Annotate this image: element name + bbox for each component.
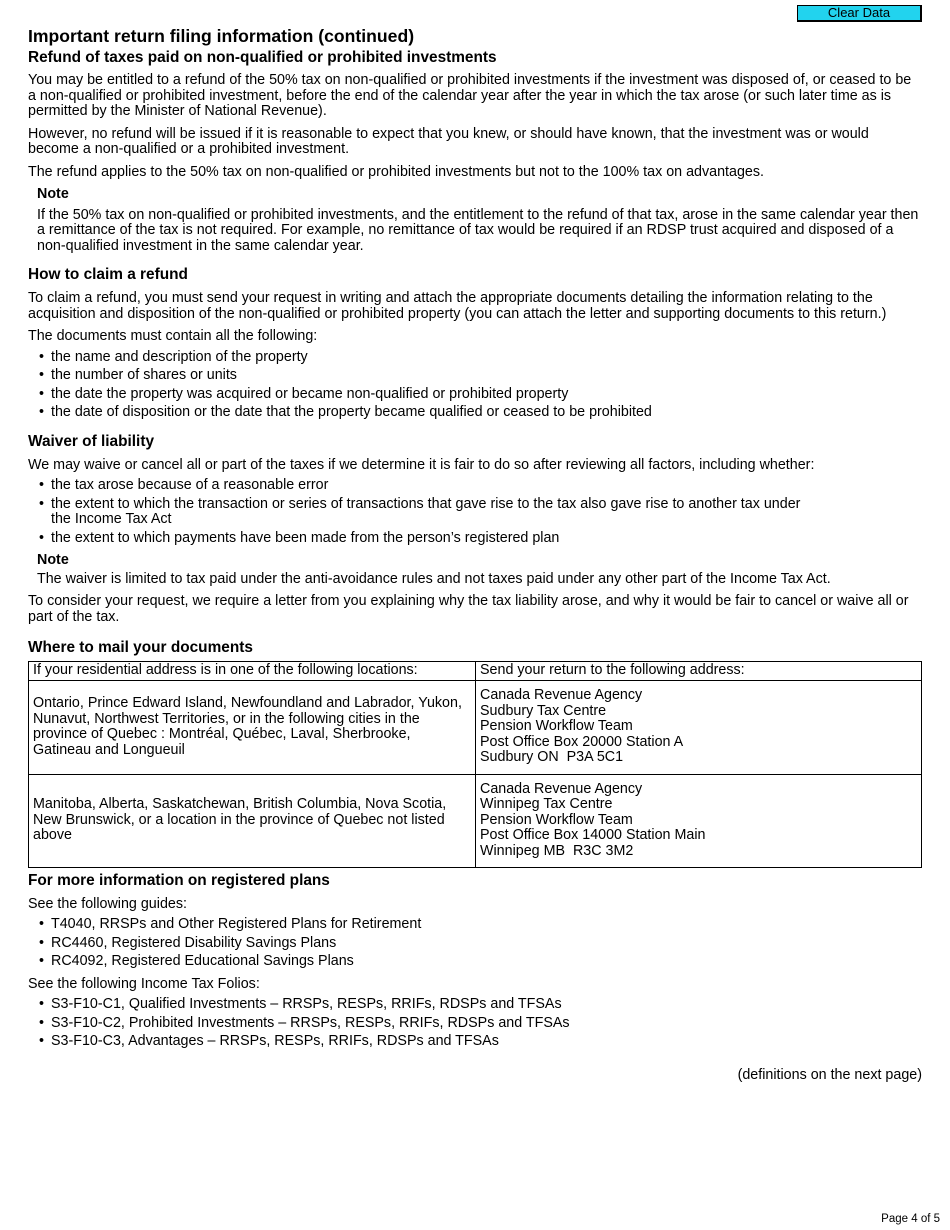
folios-intro: See the following Income Tax Folios: [28, 975, 260, 992]
page-title: Important return filing information (continued) [28, 26, 415, 46]
clear-data-button[interactable]: Clear Data [797, 5, 922, 22]
address-line: Canada Revenue Agency [480, 780, 643, 797]
waiver-heading: Waiver of liability [28, 432, 155, 450]
mail-heading: Where to mail your documents [28, 639, 253, 656]
address-column-header: Send your return to the following address: [476, 662, 922, 681]
list-item: • T4040, RRSPs and Other Registered Plans for Retirement [28, 917, 922, 933]
address-line: Pension Workflow Team [480, 718, 633, 735]
claim-paragraph-2: The documents must contain all the following: [28, 328, 318, 344]
table-row [29, 774, 922, 867]
list-item: • the date the property was acquired or became non-qualified or prohibited property [28, 387, 922, 403]
definitions-next-page-note: (definitions on the next page) [737, 1066, 922, 1083]
list-item: • the number of shares or units [28, 368, 922, 384]
list-item: • the date of disposition or the date that the property became qualified or ceased to be prohibited [28, 405, 922, 421]
refund-paragraph-1: You may be entitled to a refund of the 50% tax on non-qualified or prohibited investments if the investment was disposed of, or ceased to be a non-qualified or prohibited investment, before the end of the calendar year after the year in which the tax arose (or such later time as is permitted by the Minister of National Revenue). [28, 72, 912, 119]
address-line: Sudbury Tax Centre [480, 702, 607, 719]
list-item: • the tax arose because of a reasonable error [28, 478, 922, 494]
list-item: • RC4092, Registered Educational Savings Plans [28, 954, 922, 970]
address-line: Pension Workflow Team [480, 811, 633, 828]
claim-heading: How to claim a refund [28, 266, 188, 283]
waiver-note-label: Note [37, 552, 69, 568]
list-item: • the name and description of the property [28, 350, 922, 366]
refund-note-text: If the 50% tax on non-qualified or prohibited investments, and the entitlement to the refund of that tax, arose in the same calendar year then a remittance of the tax is not required. For example, no remittance of tax would be required if an RDSP trust acquired and disposed of a non-qualified investment in the same calendar year. [37, 206, 919, 254]
waiver-factor-list [28, 478, 922, 546]
address-line: Sudbury ON P3A 5C1 [480, 749, 624, 766]
locations-cell: Ontario, Prince Edward Island, Newfoundland and Labrador, Yukon, Nunavut, Northwest Territories, or in the following cities in the province of Quebec : Montréal, Québec, Laval, Sherbrooke, Gatineau and Longueuil [29, 680, 476, 774]
locations-cell: Manitoba, Alberta, Saskatchewan, British Columbia, Nova Scotia, New Brunswick, or a location in the province of Quebec not listed above [29, 774, 476, 867]
address-cell [476, 774, 922, 867]
locations-column-header: If your residential address is in one of the following locations: [29, 662, 476, 681]
refund-heading: Refund of taxes paid on non-qualified or prohibited investments [28, 49, 497, 66]
address-line: Post Office Box 20000 Station A [480, 733, 684, 750]
page-number: Page 4 of 5 [881, 1213, 940, 1225]
list-item: • S3-F10-C3, Advantages – RRSPs, RESPs, RRIFs, RDSPs and TFSAs [28, 1034, 922, 1050]
refund-paragraph-2: However, no refund will be issued if it is reasonable to expect that you knew, or should have known, that the investment was or would become a non-qualified or a prohibited investment. [28, 125, 869, 157]
mailing-address-table [28, 661, 922, 868]
list-item: • the extent to which the transaction or series of transactions that gave rise to the tax also gave rise to another tax under the Income Tax Act [28, 497, 922, 528]
address-line: Winnipeg Tax Centre [480, 796, 613, 813]
address-line: Winnipeg MB R3C 3M2 [480, 842, 634, 859]
address-cell [476, 680, 922, 774]
claim-paragraph-1: To claim a refund, you must send your request in writing and attach the appropriate documents detailing the information relating to the acquisition and disposition of the non-qualified or prohibited property (you can attach the letter and supporting documents to this return.) [28, 290, 887, 322]
more-info-heading: For more information on registered plans [28, 871, 330, 889]
page-content [28, 0, 922, 1230]
waiver-paragraph-2: To consider your request, we require a letter from you explaining why the tax liability arose, and why it would be fair to cancel or waive all or part of the tax. [28, 593, 909, 625]
table-header-row [29, 662, 922, 681]
guides-intro: See the following guides: [28, 895, 187, 912]
address-line: Canada Revenue Agency [480, 687, 643, 704]
guides-list [28, 917, 922, 970]
waiver-note-text: The waiver is limited to tax paid under the anti-avoidance rules and not taxes paid under any other part of the Income Tax Act. [37, 570, 831, 587]
list-item: • the extent to which payments have been made from the person’s registered plan [28, 531, 922, 547]
folios-list [28, 997, 922, 1050]
list-item: • RC4460, Registered Disability Savings Plans [28, 936, 922, 952]
list-item: • S3-F10-C1, Qualified Investments – RRSPs, RESPs, RRIFs, RDSPs and TFSAs [28, 997, 922, 1013]
address-line: Post Office Box 14000 Station Main [480, 827, 706, 844]
table-row [29, 680, 922, 774]
refund-note-label: Note [37, 186, 69, 202]
list-item: • S3-F10-C2, Prohibited Investments – RRSPs, RESPs, RRIFs, RDSPs and TFSAs [28, 1016, 922, 1032]
waiver-paragraph-1: We may waive or cancel all or part of the taxes if we determine it is fair to do so after reviewing all factors, including whether: [28, 456, 815, 473]
refund-paragraph-3: The refund applies to the 50% tax on non-qualified or prohibited investments but not to the 100% tax on advantages. [28, 163, 764, 180]
claim-document-list [28, 350, 922, 421]
